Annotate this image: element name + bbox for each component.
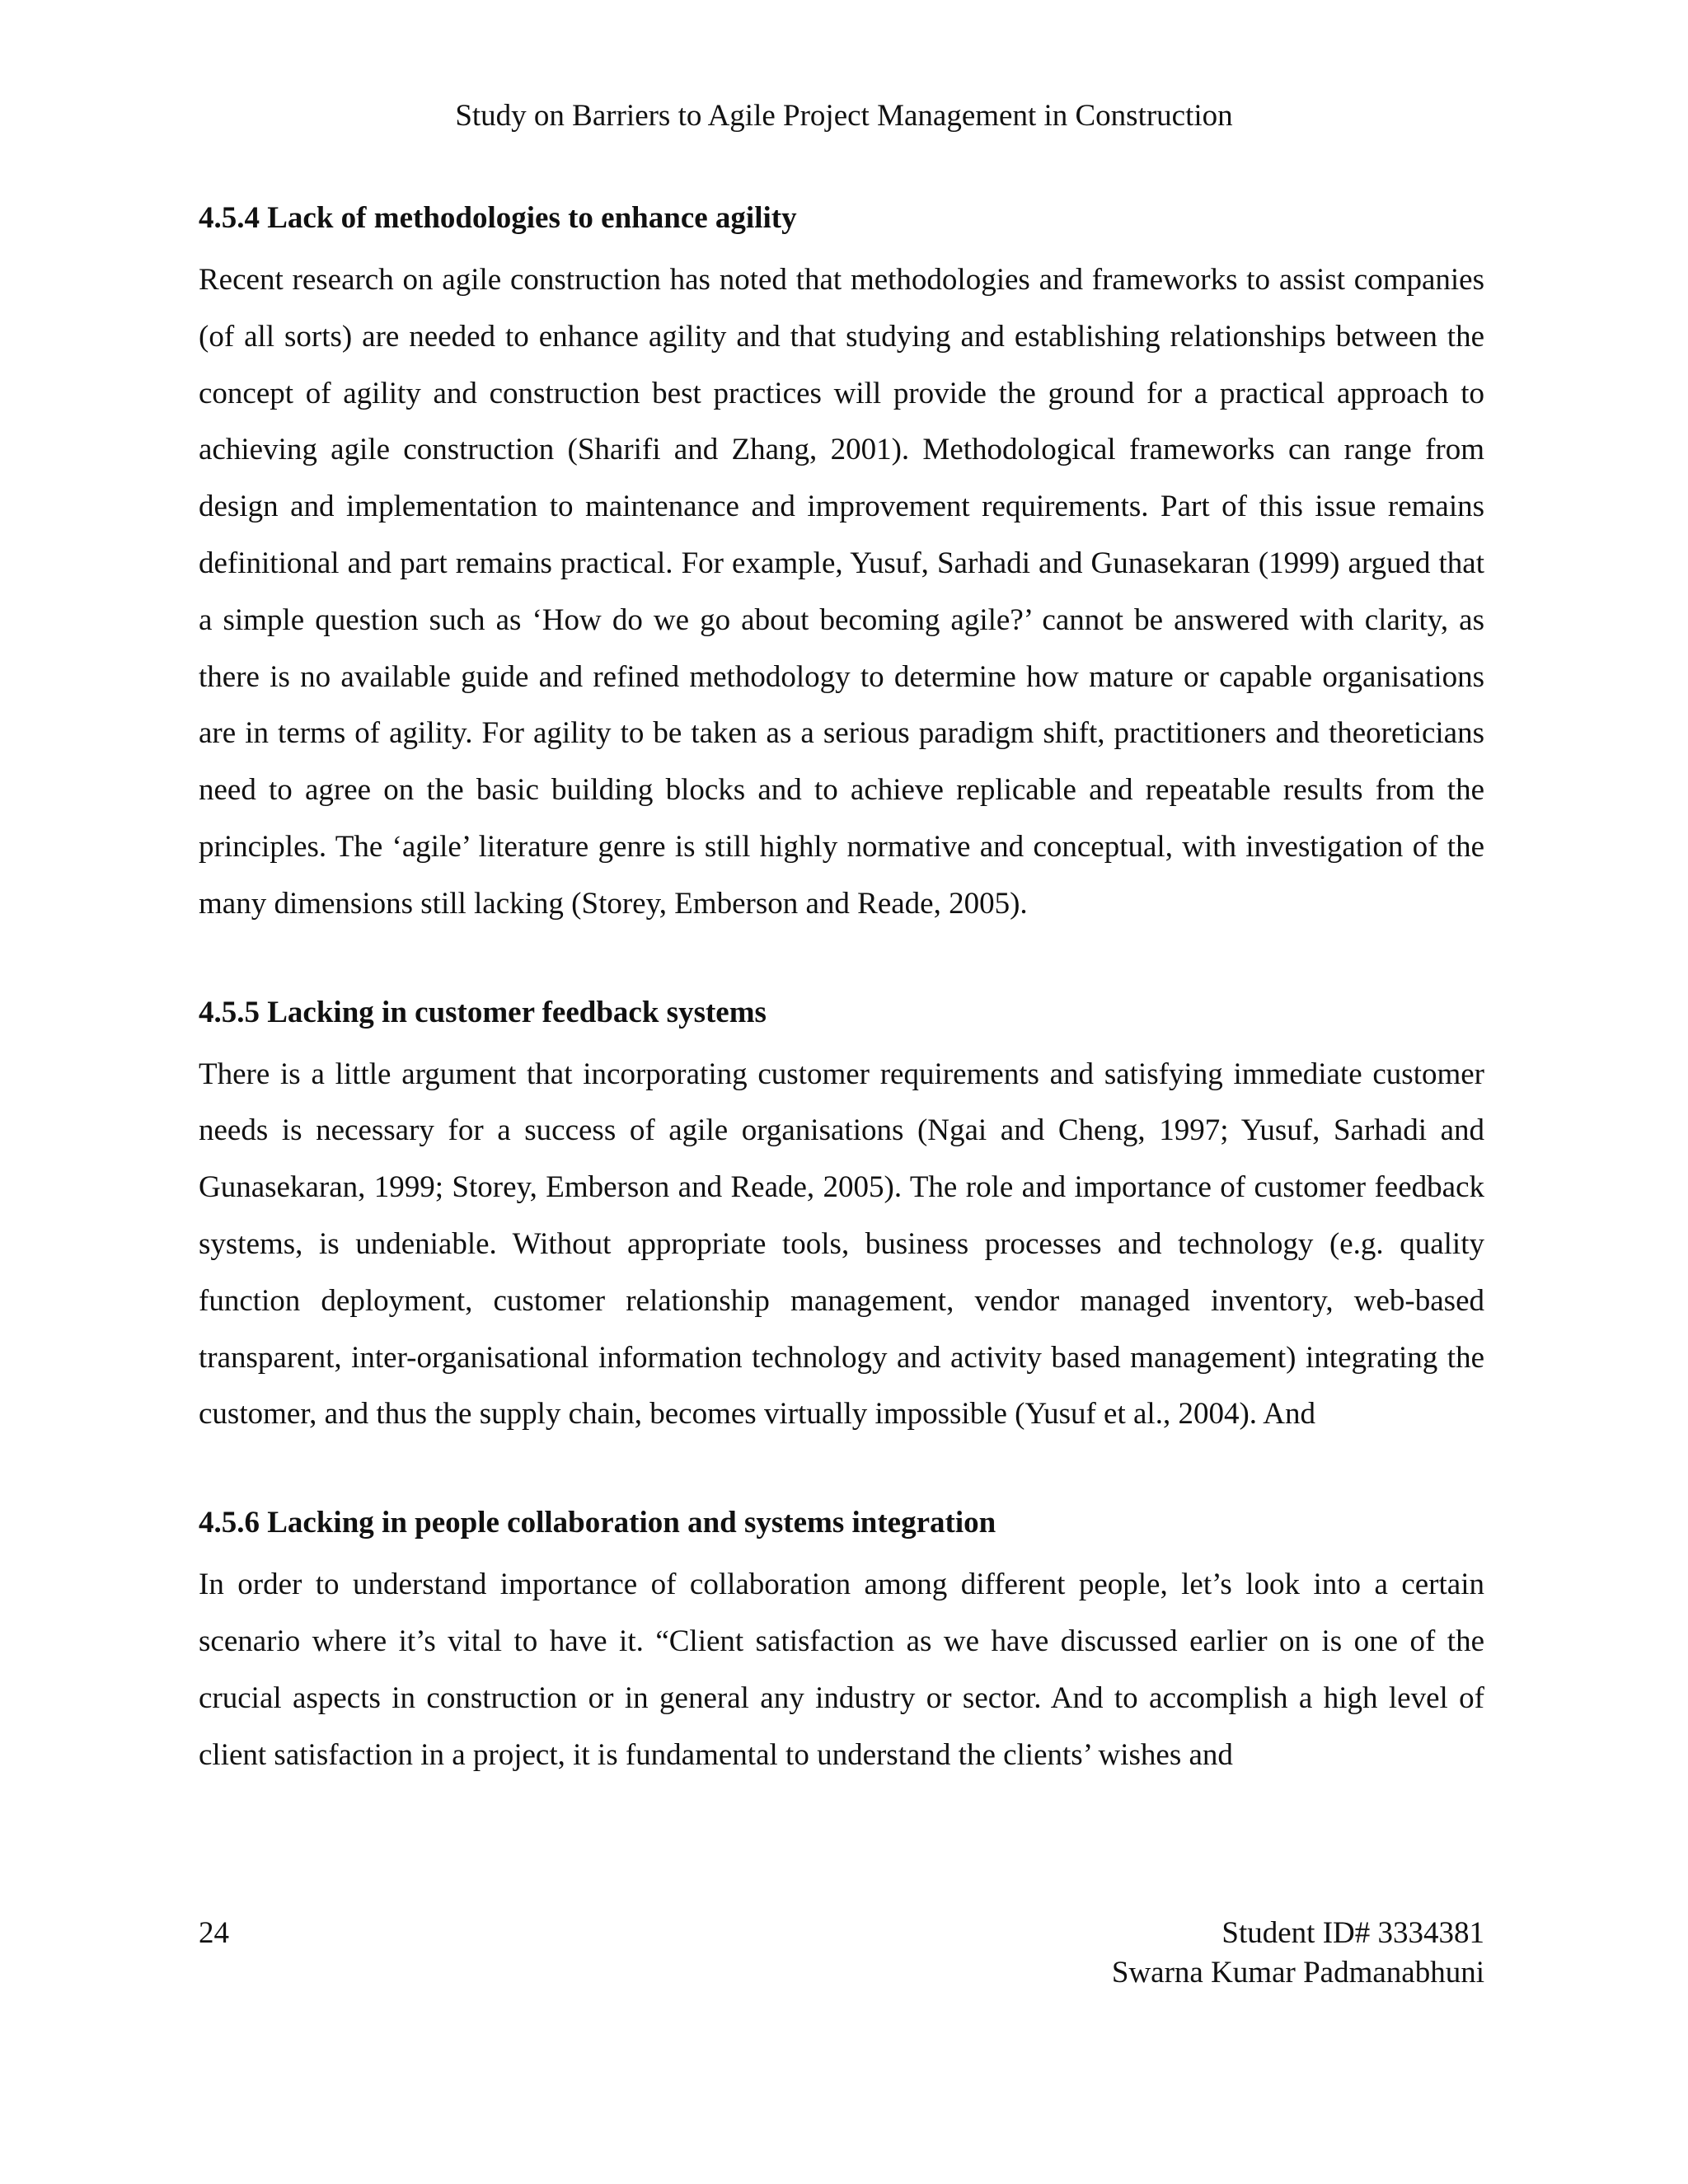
section-4-5-4	[199, 196, 1484, 933]
document-body	[199, 196, 1484, 1841]
section-4-5-5	[199, 991, 1484, 1444]
running-header: Study on Barriers to Agile Project Management in Construction	[455, 99, 1233, 133]
author-block	[1112, 1914, 1484, 1993]
page-number: 24	[199, 1916, 229, 1950]
student-id: Student ID# 3334381	[1221, 1916, 1484, 1950]
section-heading: 4.5.5 Lacking in customer feedback systems	[199, 995, 767, 1029]
section-heading: 4.5.6 Lacking in people collaboration and systems integration	[199, 1506, 996, 1540]
section-4-5-6	[199, 1501, 1484, 1783]
section-paragraph: Recent research on agile construction has noted that methodologies and frameworks to assist companies (of all sorts) are needed to enhance agility and that studying and establishing relationships between the concept of agility and construction best practices will provide the ground for a practical approach to achieving agile construction (Sharifi and Zhang, 2001). Methodological frameworks can range from design and implementation to maintenance and improvement requirements. Part of this issue remains definitional and part remains practical. For example, Yusuf, Sarhadi and Gunasekaran (1999) argued that a simple question such as ‘How do we go about becoming agile?’ cannot be answered with clarity, as there is no available guide and refined methodology to determine how mature or capable organisations are in terms of agility. For agility to be taken as a serious paradigm shift, practitioners and theoreticians need to agree on the basic building blocks and to achieve replicable and repeatable results from the principles. The ‘agile’ literature genre is still highly normative and conceptual, with investigation of the many dimensions still lacking (Storey, Emberson and Reade, 2005).	[199, 263, 1484, 921]
author-name: Swarna Kumar Padmanabhuni	[1111, 1956, 1484, 1990]
section-heading: 4.5.4 Lack of methodologies to enhance agility	[199, 201, 797, 235]
section-paragraph: In order to understand importance of collaboration among different people, let’s look into a certain scenario where it’s vital to have it. “Client satisfaction as we have discussed earlier on is one of the crucial aspects in construction or in general any industry or sector. And to accomplish a high level of client satisfaction in a project, it is fundamental to understand the clients’ wishes and	[199, 1568, 1484, 1772]
section-paragraph: There is a little argument that incorporating customer requirements and satisfying immediate customer needs is necessary for a success of agile organisations (Ngai and Cheng, 1997; Yusuf, Sarhadi and Gunasekaran, 1999; Storey, Emberson and Reade, 2005). The role and importance of customer feedback systems, is undeniable. Without appropriate tools, business processes and technology (e.g. quality function deployment, customer relationship management, vendor managed inventory, web-based transparent, inter-organisational information technology and activity based management) integrating the customer, and thus the supply chain, becomes virtually impossible (Yusuf et al., 2004). And	[199, 1057, 1484, 1432]
